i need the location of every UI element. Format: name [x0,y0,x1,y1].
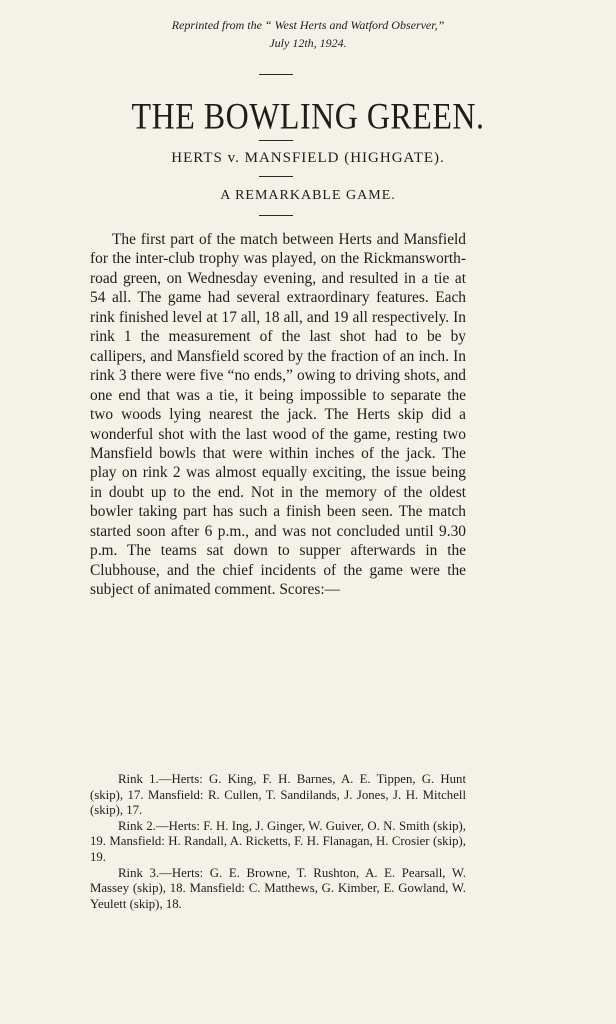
score-rink-3: Rink 3.—Herts: G. E. Browne, T. Rushton, A. E. Pearsall, W. Massey (skip), 18. Mansfield: C. Matthews, G. Kimber, E. Gowland, W. Yeulett (skip), 18. [90,865,466,911]
score-rink-2: Rink 2.—Herts: F. H. Ing, J. Ginger, W. Guiver, O. N. Smith (skip), 19. Mansfield: H. Randall, A. Ricketts, F. H. Flanagan, H. Crosier (skip), 19. [90,818,466,864]
divider-rule [259,140,293,141]
publication-date: July 12th, 1924. [269,36,347,50]
score-rink-1: Rink 1.—Herts: G. King, F. H. Barnes, A. E. Tippen, G. Hunt (skip), 17. Mansfield: R. Cullen, T. Sandilands, J. Jones, J. H. Mitchell (skip), 17. [90,772,466,818]
divider-rule [259,215,293,216]
divider-rule [259,176,293,177]
article-body: The first part of the match between Herts and Mansfield for the inter-club trophy was played, on the Rickmansworth-road green, on Wednesday evening, and resulted in a tie at 54 all. The game had several extraordinary features. Each rink finished level at 17 all, 18 all, and 19 all respectively. In rink 1 the measurement of the last shot had to be by callipers, and Mansfield scored by the fraction of an inch. In rink 3 there were five “no ends,” owing to driving shots, and one end that was a tie, it being impossible to separate the two woods lying nearest the jack. The Herts skip did a wonderful shot with the last wood of the game, resting two Mansfield bowls that were within inches of the jack. The play on rink 2 was almost equally exciting, the issue being in doubt up to the end. Not in the memory of the oldest bowler taking part has such a finish been seen. The match started soon after 6 p.m., and was not concluded until 9.30 p.m. The teams sat down to supper afterwards in the Clubhouse, and the chief incidents of the game were the subject of animated comment. Scores:— [90,231,466,599]
masthead [0,16,616,52]
headline-title: THE BOWLING GREEN. [131,95,485,137]
reprint-source: Reprinted from the “ West Herts and Watford Observer,” [171,18,445,32]
headline-kicker: A REMARKABLE GAME. [220,188,396,203]
scores-list [90,772,466,912]
divider-rule [259,74,293,75]
headline-subtitle: HERTS v. MANSFIELD (HIGHGATE). [171,150,445,166]
